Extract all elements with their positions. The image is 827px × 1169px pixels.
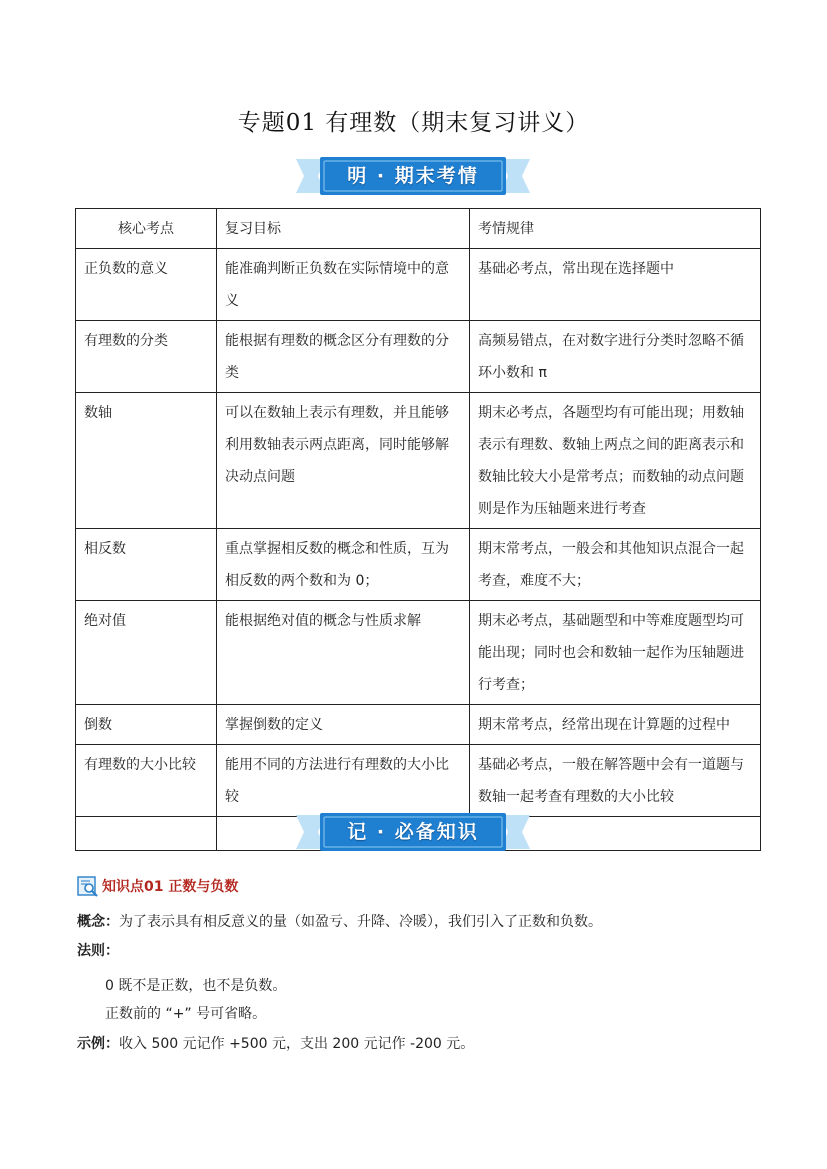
table-row (76, 705, 761, 745)
example-label: 示例： (77, 1036, 119, 1052)
table-cell: 相反数 (76, 529, 217, 601)
table-row (76, 745, 761, 817)
table-header-cell: 考情规律 (470, 209, 761, 249)
knowledge-point-title: 知识点01 正数与负数 (102, 879, 239, 895)
table-header-row (76, 209, 761, 249)
exam-overview-table (75, 208, 761, 851)
table-cell: 期末常考点，一般会和其他知识点混合一起考查，难度不大； (470, 529, 761, 601)
banner-title: 记 · 必备知识 (347, 821, 479, 843)
table-cell: 能根据绝对值的概念与性质求解 (217, 601, 470, 705)
rule-item-1: 0 既不是正数，也不是负数。 (105, 978, 287, 994)
table-cell: 高频易错点，在对数字进行分类时忽略不循环小数和 π (470, 321, 761, 393)
table-cell: 重点掌握相反数的概念和性质，互为相反数的两个数和为 0； (217, 529, 470, 601)
table-row (76, 249, 761, 321)
table-cell: 能根据有理数的概念区分有理数的分类 (217, 321, 470, 393)
section-banner-knowledge (296, 811, 530, 853)
section-banner-exam (296, 155, 530, 197)
banner-title: 明 · 期末考情 (347, 165, 479, 187)
table-cell: 期末常考点，经常出现在计算题的过程中 (470, 705, 761, 745)
rule-line (77, 940, 119, 960)
table-row (76, 321, 761, 393)
concept-label: 概念： (77, 914, 119, 930)
rule-label: 法则： (77, 943, 119, 959)
table-cell (76, 817, 217, 851)
table-cell: 能用不同的方法进行有理数的大小比较 (217, 745, 470, 817)
page-title: 专题01 有理数（期末复习讲义） (237, 110, 590, 136)
table-row (76, 601, 761, 705)
table-cell: 可以在数轴上表示有理数，并且能够利用数轴表示两点距离，同时能够解决动点问题 (217, 393, 470, 529)
table-cell: 期末必考点，基础题型和中等难度题型均可能出现；同时也会和数轴一起作为压轴题进行考查； (470, 601, 761, 705)
table-cell: 倒数 (76, 705, 217, 745)
table-cell: 期末必考点，各题型均有可能出现；用数轴表示有理数、数轴上两点之间的距离表示和数轴比较大小是常考点；而数轴的动点问题则是作为压轴题来进行考查 (470, 393, 761, 529)
example-line (77, 1033, 474, 1053)
table-cell: 正负数的意义 (76, 249, 217, 321)
table-cell: 能准确判断正负数在实际情境中的意义 (217, 249, 470, 321)
knowledge-point-heading (77, 874, 238, 898)
table-header-cell: 核心考点 (76, 209, 217, 249)
table-cell: 绝对值 (76, 601, 217, 705)
table-cell: 有理数的大小比较 (76, 745, 217, 817)
concept-text: 为了表示具有相反意义的量（如盈亏、升降、冷暖），我们引入了正数和负数。 (119, 914, 602, 930)
example-text: 收入 500 元记作 +500 元，支出 200 元记作 -200 元。 (119, 1036, 475, 1052)
table-row (76, 393, 761, 529)
table-header-cell: 复习目标 (217, 209, 470, 249)
table-cell: 掌握倒数的定义 (217, 705, 470, 745)
table-cell: 数轴 (76, 393, 217, 529)
table-cell: 基础必考点，一般在解答题中会有一道题与数轴一起考查有理数的大小比较 (470, 745, 761, 817)
table-cell: 基础必考点，常出现在选择题中 (470, 249, 761, 321)
rule-item-2: 正数前的 “+” 号可省略。 (105, 1006, 267, 1022)
table-row (76, 529, 761, 601)
table-cell: 有理数的分类 (76, 321, 217, 393)
concept-line (77, 911, 602, 931)
magnifier-book-icon (77, 875, 99, 897)
